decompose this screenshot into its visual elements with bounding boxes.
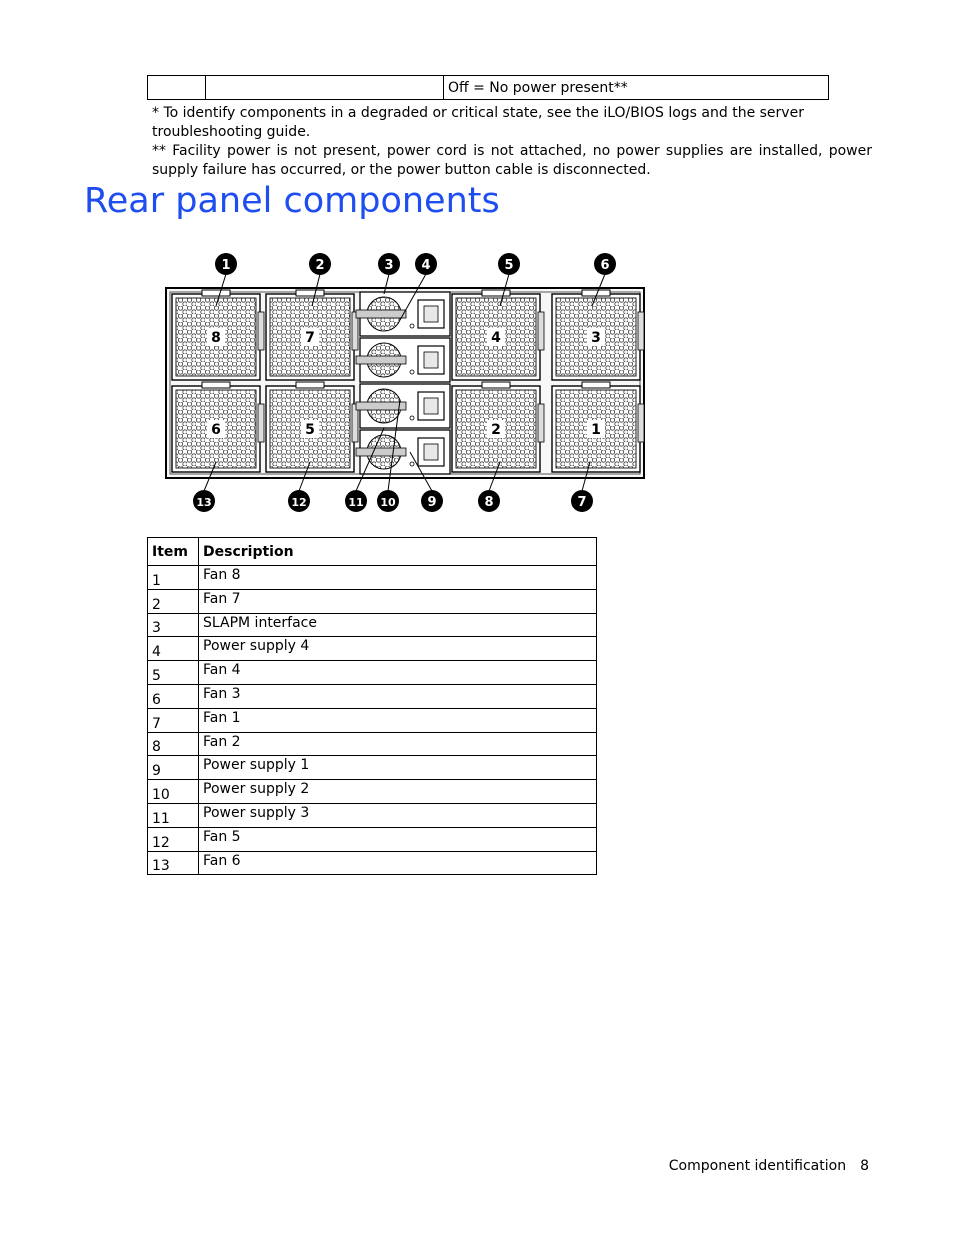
table-row: [148, 76, 829, 100]
callout-number: 5: [504, 258, 514, 273]
fan-module: [266, 290, 358, 380]
fan-latch: [582, 382, 610, 388]
fan-number-label: 5: [305, 422, 315, 438]
psu-handle: [356, 356, 406, 364]
callout-number: 2: [315, 258, 325, 273]
fan-latch: [202, 382, 230, 388]
callout-badge: [594, 253, 616, 275]
footer-section-name: Component identification: [668, 1158, 847, 1174]
item-number: 2: [148, 589, 199, 613]
fan-latch: [296, 382, 324, 388]
fan-handle: [538, 312, 544, 350]
callout-number: 6: [600, 258, 610, 273]
callout-badge: [378, 253, 400, 275]
callout-badge: [345, 490, 367, 512]
power-inlet-socket: [424, 398, 438, 414]
fan-module: [452, 290, 544, 380]
item-description: Power supply 3: [199, 803, 597, 827]
fan-module: [172, 382, 264, 472]
item-description: Fan 4: [199, 661, 597, 685]
section-title: Rear panel components: [84, 181, 500, 221]
callout-badge: [415, 253, 437, 275]
fan-number-label: 6: [211, 422, 221, 438]
fan-number-label: 3: [591, 330, 601, 346]
item-description: Fan 2: [199, 732, 597, 756]
callout-badge: [215, 253, 237, 275]
power-supply: [356, 430, 450, 474]
item-number: 1: [148, 566, 199, 590]
fan-handle: [638, 404, 644, 442]
table-row: [148, 613, 597, 637]
callout-number: 10: [380, 496, 396, 509]
item-number: 13: [148, 851, 199, 875]
fan-module: [552, 290, 644, 380]
psu-status-led: [410, 462, 414, 466]
table-row: [148, 756, 597, 780]
fan-module: [452, 382, 544, 472]
item-description: Fan 1: [199, 708, 597, 732]
item-description: Power supply 1: [199, 756, 597, 780]
callout-number: 13: [196, 496, 212, 509]
fan-module: [172, 290, 264, 380]
top-continuation-table: [147, 75, 829, 100]
footnote-2: ** Facility power is not present, power cord is not attached, no power supplies are installed, power supply failure has occurred, or the power button cable is disconnected.: [152, 143, 872, 178]
item-number: 12: [148, 827, 199, 851]
power-inlet-socket: [424, 306, 438, 322]
psu-handle: [356, 310, 406, 318]
psu-handle: [356, 448, 406, 456]
item-description: SLAPM interface: [199, 613, 597, 637]
item-number: 6: [148, 684, 199, 708]
fan-latch: [482, 382, 510, 388]
item-description: Fan 3: [199, 684, 597, 708]
table-row: [148, 637, 597, 661]
item-number: 3: [148, 613, 199, 637]
fan-handle: [258, 404, 264, 442]
page-number: 8: [860, 1158, 869, 1174]
table-row: [148, 589, 597, 613]
page-footer: [669, 1158, 869, 1174]
fan-number-label: 4: [491, 330, 501, 346]
table-row: [148, 684, 597, 708]
fan-number-label: 1: [591, 422, 601, 438]
callout-badge: [498, 253, 520, 275]
callout-number: 8: [484, 495, 494, 510]
psu-status-led: [410, 416, 414, 420]
callout-badge: [288, 490, 310, 512]
fan-module: [266, 382, 358, 472]
fan-latch: [482, 290, 510, 296]
item-number: 9: [148, 756, 199, 780]
item-number: 8: [148, 732, 199, 756]
callout-badge: [377, 490, 399, 512]
table-row: [148, 661, 597, 685]
table-cell-empty: [148, 76, 206, 100]
table-cell-off-state: Off = No power present**: [444, 76, 829, 100]
item-number: 5: [148, 661, 199, 685]
table-row: [148, 851, 597, 875]
callout-badge: [421, 490, 443, 512]
psu-status-led: [410, 324, 414, 328]
callout-number: 9: [427, 495, 437, 510]
fan-number-label: 2: [491, 422, 501, 438]
footnote-1: * To identify components in a degraded or critical state, see the iLO/BIOS logs and the server troubleshooting guide.: [152, 105, 804, 140]
fan-handle: [638, 312, 644, 350]
item-description: Power supply 4: [199, 637, 597, 661]
fan-number-label: 7: [305, 330, 315, 346]
table-row: [148, 827, 597, 851]
table-row: [148, 732, 597, 756]
callout-number: 1: [221, 258, 231, 273]
fan-latch: [202, 290, 230, 296]
table-cell-empty: [206, 76, 444, 100]
fan-number-label: 8: [211, 330, 221, 346]
table-row: [148, 566, 597, 590]
item-description: Fan 5: [199, 827, 597, 851]
callout-badge: [571, 490, 593, 512]
table-row: [148, 708, 597, 732]
power-supply: [356, 384, 450, 428]
fan-handle: [538, 404, 544, 442]
item-number: 11: [148, 803, 199, 827]
rear-panel-items-table: [147, 537, 597, 875]
power-inlet-socket: [424, 352, 438, 368]
fan-handle: [258, 312, 264, 350]
callout-number: 12: [291, 496, 307, 509]
rear-panel-illustration: [160, 250, 650, 518]
rear-panel-diagram: [160, 250, 650, 518]
item-number: 10: [148, 780, 199, 804]
item-description: Fan 6: [199, 851, 597, 875]
footnotes: [152, 104, 872, 180]
callout-number: 7: [577, 495, 587, 510]
callout-badge: [193, 490, 215, 512]
fan-latch: [296, 290, 324, 296]
item-description: Power supply 2: [199, 780, 597, 804]
item-number: 7: [148, 708, 199, 732]
table-row: [148, 780, 597, 804]
table-header-row: [148, 538, 597, 566]
header-description: Description: [199, 538, 597, 566]
callout-badge: [478, 490, 500, 512]
callout-number: 4: [421, 258, 431, 273]
callout-number: 11: [348, 496, 364, 509]
table-row: [148, 803, 597, 827]
callout-badge: [309, 253, 331, 275]
fan-module: [552, 382, 644, 472]
item-number: 4: [148, 637, 199, 661]
item-description: Fan 8: [199, 566, 597, 590]
psu-status-led: [410, 370, 414, 374]
item-description: Fan 7: [199, 589, 597, 613]
header-item: Item: [148, 538, 199, 566]
power-supply: [356, 338, 450, 382]
callout-number: 3: [384, 258, 394, 273]
power-inlet-socket: [424, 444, 438, 460]
